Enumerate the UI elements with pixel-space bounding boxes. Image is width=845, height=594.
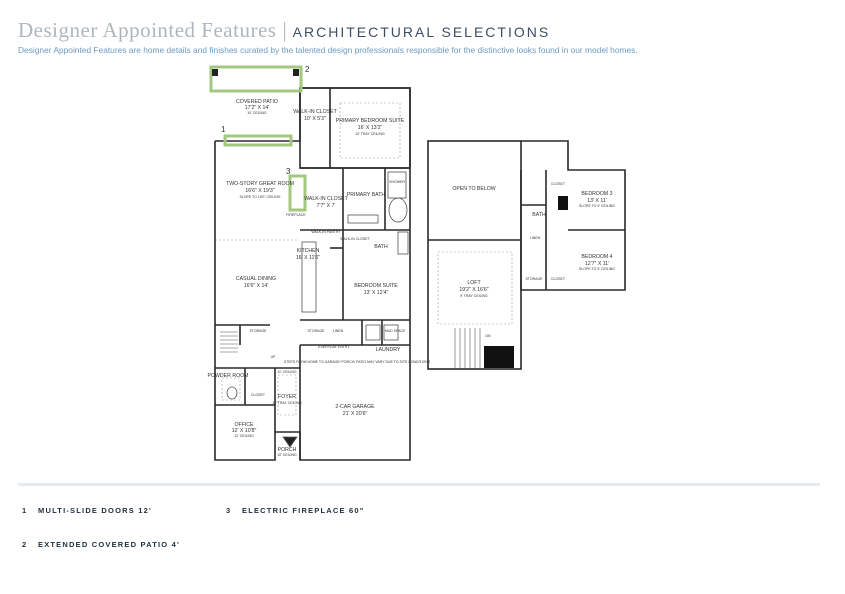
extended-patio-highlight [211, 67, 301, 91]
feature-label: EXTENDED COVERED PATIO 4' [38, 540, 180, 549]
label-closet: CLOSET [250, 393, 266, 397]
title-separator: | [282, 18, 287, 42]
label-linen-up: LINEN [529, 236, 541, 240]
label-walk-in-closet-1: WALK-IN CLOSET [293, 109, 337, 115]
size-garage: 21' X 20'6" [342, 411, 368, 417]
callout-3: 3 [286, 167, 291, 176]
note-foyer: 10' TRAY CEILING [272, 401, 302, 405]
label-bedroom-4: BEDROOM 4 [581, 254, 613, 260]
label-bedroom-3: BEDROOM 3 [581, 191, 613, 197]
label-laundry: LAUNDRY [375, 347, 401, 353]
note-loft: 9' TRAY CEILING [460, 294, 488, 298]
label-covered-patio: COVERED PATIO [236, 99, 278, 105]
label-fireplace: FIREPLACE [286, 213, 306, 217]
note-primary-suite: 10' TRAY CEILING [355, 132, 385, 136]
label-everyday-entry: EVERYDAY ENTRY [318, 345, 350, 349]
feature-item-2 [22, 540, 180, 549]
label-up: UP [270, 355, 276, 359]
label-powder-room: POWDER ROOM [207, 373, 249, 379]
size-walk-in-closet-1: 10' X 5'3" [304, 116, 326, 122]
size-loft: 19'2" X 16'6" [459, 287, 489, 293]
size-bedroom-3: 13' X 11' [587, 198, 607, 204]
size-bedroom-4: 12'7" X 11' [584, 261, 610, 267]
size-walk-in-closet-2: 7'7" X 7' [316, 203, 336, 209]
feature-item-3 [226, 506, 364, 515]
label-dn: DN [485, 334, 491, 338]
size-covered-patio: 17'2" X 14' [244, 105, 270, 111]
second-floor-outline [428, 141, 521, 369]
label-walk-in-closet-3: WALK-IN CLOSET [340, 237, 370, 241]
note-great-room: SLOPE TO 18'0" CEILING [239, 195, 281, 199]
label-closet-up-2: CLOSET [550, 277, 566, 281]
label-shower: SHOWER [389, 180, 405, 184]
size-bedroom-suite: 13' X 12'4" [363, 290, 389, 296]
label-ceiling-11: 11' CEILING [277, 370, 297, 374]
note-bedroom-4: SLOPE TO 9' CEILING [579, 267, 615, 271]
page-title: Designer Appointed Features [18, 18, 277, 42]
label-linen: LINEN [332, 329, 344, 333]
label-bath: BATH [374, 244, 388, 250]
label-walk-in-closet-2: WALK-IN CLOSET [304, 196, 348, 202]
note-bedroom-3: SLOPE TO 9' CEILING [579, 204, 615, 208]
label-great-room: TWO-STORY GREAT ROOM [226, 181, 294, 187]
size-primary-suite: 16' X 13'2" [357, 125, 383, 131]
size-kitchen: 16' X 11'6" [295, 255, 321, 261]
feature-item-1 [22, 506, 152, 515]
label-casual-dining: CASUAL DINING [235, 276, 277, 282]
label-foyer: FOYER [278, 394, 296, 400]
label-garage: 2-CAR GARAGE [335, 404, 375, 410]
note-porch: 10' CEILING [277, 453, 297, 457]
primary-suite-walls [300, 88, 410, 168]
feature-number: 2 [22, 540, 28, 549]
label-office: OFFICE [234, 422, 254, 428]
size-casual-dining: 16'6" X 14' [243, 283, 269, 289]
note-office: 12' CEILING [234, 434, 254, 438]
label-loft: LOFT [467, 280, 481, 286]
label-porch: PORCH [277, 447, 297, 453]
feature-label: MULTI-SLIDE DOORS 12' [38, 506, 152, 515]
label-walk-in-pantry: WALK-IN PANTRY [311, 230, 341, 234]
callout-2: 2 [305, 65, 310, 74]
section-title: ARCHITECTURAL SELECTIONS [292, 24, 551, 40]
label-primary-suite: PRIMARY BEDROOM SUITE [335, 118, 405, 124]
label-mud-space: MUD SPACE [384, 329, 406, 333]
garage-note: STEPS FROM HOME TO GARAGE/ PORCH/ PATIO MAY VARY DUE TO SITE CONDITIONS [283, 360, 431, 364]
callout-1: 1 [221, 125, 226, 134]
size-great-room: 16'6" X 19'3" [245, 188, 275, 194]
feature-label: ELECTRIC FIREPLACE 60" [242, 506, 365, 515]
label-storage-2: STORAGE [307, 329, 325, 333]
label-open-below: OPEN TO BELOW [452, 186, 496, 192]
feature-number: 3 [226, 506, 232, 515]
section-divider [18, 483, 820, 486]
label-storage-up: STORAGE [525, 277, 543, 281]
label-bath-up: BATH [532, 212, 546, 218]
feature-number: 1 [22, 506, 28, 515]
label-kitchen: KITCHEN [296, 248, 320, 254]
note-covered-patio: 10' CEILING [247, 111, 267, 115]
label-storage-1: STORAGE [249, 329, 267, 333]
label-bedroom-suite: BEDROOM SUITE [354, 283, 398, 289]
size-office: 12' X 10'8" [231, 428, 257, 434]
page-description: Designer Appointed Features are home details and finishes curated by the talented design professionals responsible for the distinctive looks found in our model homes. [18, 45, 638, 55]
label-primary-bath: PRIMARY BATH [346, 192, 386, 198]
label-closet-up-1: CLOSET [550, 182, 566, 186]
